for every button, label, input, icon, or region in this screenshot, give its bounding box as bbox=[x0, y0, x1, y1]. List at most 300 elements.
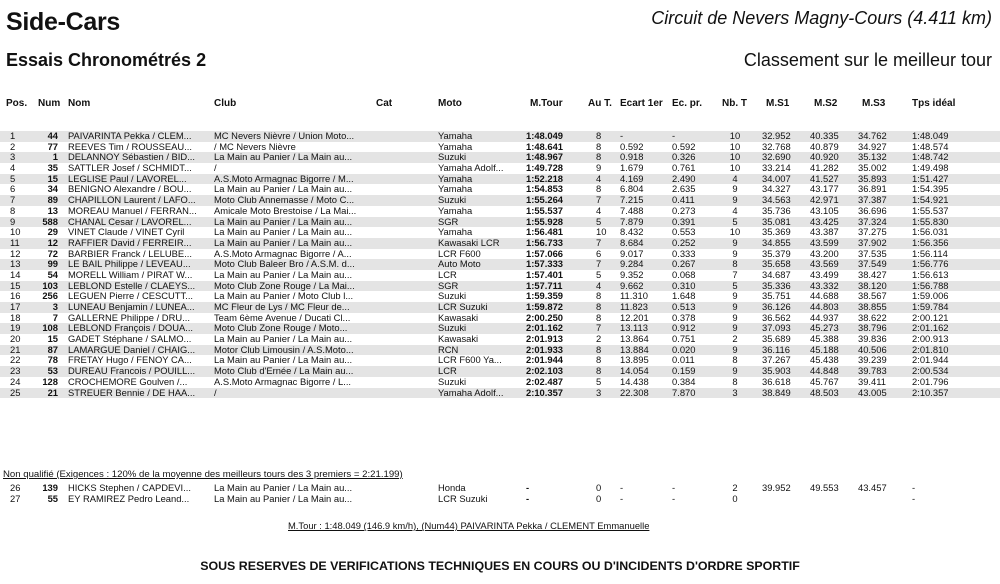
cell-ms2: 44.803 bbox=[810, 302, 839, 312]
cell-aut: 8 bbox=[596, 312, 602, 323]
col-mtour: M.Tour bbox=[530, 98, 563, 109]
cell-ideal: 1:56.031 bbox=[912, 227, 949, 238]
cell-ideal: 1:56.114 bbox=[912, 248, 948, 259]
cell-ecpr: 0.011 bbox=[672, 355, 695, 366]
cell-ecart: 13.884 bbox=[620, 344, 649, 355]
cell-club: A.S.Moto Armagnac Bigorre / L... bbox=[214, 376, 352, 387]
cell-ideal: 2:01.944 bbox=[912, 355, 949, 366]
cell-nbt: 9 bbox=[732, 195, 738, 206]
page-title: Side-Cars bbox=[6, 8, 121, 36]
cell-ms1: 35.658 bbox=[762, 259, 791, 270]
cell-ideal: 2:01.796 bbox=[912, 376, 949, 387]
col-num: Num bbox=[38, 98, 61, 109]
cell-club: La Main au Panier / La Main au... bbox=[214, 483, 353, 493]
cell-nom: STREUER Bennie / DE HAA... bbox=[68, 387, 196, 398]
cell-club: / bbox=[214, 163, 217, 174]
cell-ms3: 39.239 bbox=[858, 355, 887, 366]
cell-nom: BARBIER Franck / LELUBE... bbox=[68, 248, 192, 259]
cell-ms2: 41.282 bbox=[810, 163, 839, 174]
col-ecart: Ecart 1er bbox=[620, 98, 663, 109]
cell-num: 7 bbox=[52, 312, 58, 323]
cell-moto: Suzuki bbox=[438, 291, 467, 302]
cell-num: 15 bbox=[47, 173, 58, 184]
cell-ms2: 40.335 bbox=[810, 131, 839, 141]
col-aut: Au T. bbox=[588, 98, 612, 109]
cell-nbt: 9 bbox=[732, 323, 738, 334]
cell-ecpr: 0.310 bbox=[672, 280, 696, 291]
cell-ms1: 35.379 bbox=[762, 248, 791, 259]
cell-aut: 7 bbox=[596, 259, 602, 270]
cell-aut: 5 bbox=[596, 376, 602, 387]
cell-nbt: 2 bbox=[732, 483, 738, 493]
cell-pos: 1 bbox=[10, 131, 16, 141]
cell-ms3: 38.120 bbox=[858, 280, 887, 291]
cell-ms2: 42.971 bbox=[810, 195, 839, 206]
cell-mtour: 2:01.944 bbox=[526, 355, 564, 366]
cell-num: 21 bbox=[47, 387, 58, 398]
cell-num: 77 bbox=[47, 141, 58, 152]
cell-ideal: 1:55.830 bbox=[912, 216, 949, 227]
cell-ecpr: 0.553 bbox=[672, 227, 696, 238]
cell-nom: LEBLOND François / DOUA... bbox=[68, 323, 194, 334]
cell-moto: Suzuki bbox=[438, 152, 467, 163]
cell-aut: 8 bbox=[596, 302, 602, 312]
cell-pos: 6 bbox=[10, 184, 16, 195]
cell-nom: CHANAL Cesar / LAVOREL... bbox=[68, 216, 192, 227]
cell-pos: 16 bbox=[10, 291, 21, 302]
cell-ms1: 34.563 bbox=[762, 195, 791, 206]
cell-ms2: 43.599 bbox=[810, 237, 839, 248]
cell-club: A.S.Moto Armagnac Bigorre / A... bbox=[214, 248, 352, 259]
col-ecpr: Ec. pr. bbox=[672, 98, 703, 109]
cell-num: 53 bbox=[47, 366, 58, 377]
cell-ecart: 9.352 bbox=[620, 269, 644, 280]
cell-ms1: 35.369 bbox=[762, 227, 791, 238]
cell-ms2: 44.937 bbox=[810, 312, 839, 323]
cell-nbt: 8 bbox=[732, 376, 738, 387]
cell-ecart: 13.864 bbox=[620, 334, 649, 345]
cell-club: Motor Club Limousin / A.S.Moto... bbox=[214, 344, 354, 355]
cell-ecart: 6.804 bbox=[620, 184, 644, 195]
cell-nbt: 4 bbox=[732, 173, 738, 184]
cell-nbt: 9 bbox=[732, 248, 738, 259]
col-ms3: M.S3 bbox=[862, 98, 886, 109]
non-qualifie-label: Non qualifié (Exigences : 120% de la moyenne des meilleurs tours des 3 premiers = 2:21.199) bbox=[3, 469, 403, 480]
cell-pos: 9 bbox=[10, 216, 16, 227]
col-nom: Nom bbox=[68, 98, 91, 109]
cell-ideal: 1:48.574 bbox=[912, 141, 949, 152]
cell-mtour: 1:57.711 bbox=[526, 280, 563, 291]
cell-ecart: 1.679 bbox=[620, 163, 644, 174]
cell-ms3: 36.696 bbox=[858, 205, 887, 216]
cell-nom: LEGLISE Paul / LAVOREL... bbox=[68, 173, 187, 184]
cell-num: 15 bbox=[47, 334, 58, 345]
cell-ms1: 35.751 bbox=[762, 291, 791, 302]
cell-pos: 5 bbox=[10, 173, 16, 184]
cell-ms2: 41.527 bbox=[810, 173, 839, 184]
cell-nom: LEBLOND Estelle / CLAEYS... bbox=[68, 280, 196, 291]
cell-ms3: 38.427 bbox=[858, 269, 887, 280]
table-row bbox=[0, 366, 1000, 377]
cell-mtour: 2:01.162 bbox=[526, 323, 564, 334]
cell-aut: 6 bbox=[596, 248, 602, 259]
col-nbt: Nb. T bbox=[722, 98, 747, 109]
cell-nom: GADET Stéphane / SALMO... bbox=[68, 334, 192, 345]
cell-ms2: 45.767 bbox=[810, 376, 839, 387]
cell-ms1: 32.690 bbox=[762, 152, 791, 163]
cell-moto: Yamaha bbox=[438, 141, 473, 152]
cell-mtour: 1:55.537 bbox=[526, 205, 564, 216]
cell-moto: Auto Moto bbox=[438, 259, 481, 270]
cell-aut: 8 bbox=[596, 355, 602, 366]
cell-nbt: 9 bbox=[732, 184, 738, 195]
table-row bbox=[0, 334, 1000, 345]
cell-num: 99 bbox=[47, 259, 58, 270]
cell-ecpr: 0.068 bbox=[672, 269, 696, 280]
col-ms2: M.S2 bbox=[814, 98, 838, 109]
cell-mtour: 2:10.357 bbox=[526, 387, 564, 398]
cell-club: Amicale Moto Brestoise / La Mai... bbox=[214, 205, 357, 216]
cell-mtour: 1:48.049 bbox=[526, 131, 564, 141]
cell-nbt: 7 bbox=[732, 269, 738, 280]
cell-ms3: 35.132 bbox=[858, 152, 887, 163]
table-row bbox=[0, 388, 1000, 399]
cell-club: La Main au Panier / La Main au... bbox=[214, 216, 353, 227]
cell-pos: 13 bbox=[10, 259, 21, 270]
cell-nbt: 2 bbox=[732, 334, 738, 345]
table-row bbox=[0, 291, 1000, 302]
cell-ms1: 35.081 bbox=[762, 216, 791, 227]
cell-ms3: 34.762 bbox=[858, 131, 887, 141]
cell-aut: 7 bbox=[596, 195, 602, 206]
circuit-name: Circuit de Nevers Magny-Cours (4.411 km) bbox=[651, 8, 992, 28]
cell-nbt: 9 bbox=[732, 302, 738, 312]
cell-nom: PAIVARINTA Pekka / CLEM... bbox=[68, 131, 192, 141]
cell-pos: 24 bbox=[10, 376, 21, 387]
cell-ideal: 1:54.921 bbox=[912, 195, 949, 206]
cell-ideal: 2:10.357 bbox=[912, 387, 949, 398]
results-table bbox=[0, 131, 1000, 398]
cell-club: La Main au Panier / Moto Club l... bbox=[214, 291, 354, 302]
cell-pos: 8 bbox=[10, 205, 16, 216]
cell-ms2: 45.188 bbox=[810, 344, 839, 355]
cell-club: Moto Club Zone Rouge / Moto... bbox=[214, 323, 348, 334]
cell-nom: MORELL William / PIRAT W... bbox=[68, 269, 193, 280]
cell-aut: 8 bbox=[596, 131, 602, 141]
cell-mtour: 1:57.401 bbox=[526, 269, 564, 280]
cell-nbt: 10 bbox=[729, 227, 741, 238]
cell-pos: 23 bbox=[10, 366, 21, 377]
cell-ideal: 1:56.613 bbox=[912, 269, 949, 280]
cell-ms1: 39.952 bbox=[762, 483, 791, 493]
cell-num: 108 bbox=[42, 323, 58, 334]
cell-pos: 7 bbox=[10, 195, 16, 206]
cell-aut: 3 bbox=[596, 387, 602, 398]
cell-ecpr: 0.391 bbox=[672, 216, 696, 227]
cell-mtour: 1:56.481 bbox=[526, 227, 564, 238]
table-row bbox=[0, 238, 1000, 249]
cell-ecart: - bbox=[620, 131, 624, 141]
cell-nom: LE BAIL Philippe / LEVEAU... bbox=[68, 259, 191, 270]
cell-ms1: 36.618 bbox=[762, 376, 791, 387]
cell-ecart: 13.895 bbox=[620, 355, 649, 366]
cell-mtour: 2:01.933 bbox=[526, 344, 564, 355]
cell-nbt: 5 bbox=[732, 216, 738, 227]
cell-ms3: 39.783 bbox=[858, 366, 887, 377]
cell-ideal: 2:01.810 bbox=[912, 344, 949, 355]
cell-ideal: - bbox=[912, 483, 916, 493]
cell-pos: 19 bbox=[10, 323, 21, 334]
table-row bbox=[0, 184, 1000, 195]
cell-aut: 8 bbox=[596, 291, 602, 302]
cell-aut: 0 bbox=[596, 493, 602, 504]
cell-moto: LCR Suzuki bbox=[438, 493, 488, 504]
cell-moto: RCN bbox=[438, 344, 459, 355]
cell-ecpr: 0.912 bbox=[672, 323, 696, 334]
cell-nbt: 10 bbox=[729, 131, 741, 141]
cell-club: A.S.Moto Armagnac Bigorre / M... bbox=[214, 173, 354, 184]
cell-ms2: 45.273 bbox=[810, 323, 839, 334]
col-ideal: Tps idéal bbox=[912, 98, 956, 109]
cell-nom: FRETAY Hugo / FENOY CA... bbox=[68, 355, 192, 366]
cell-ms2: 43.105 bbox=[810, 205, 839, 216]
cell-club: La Main au Panier / La Main au... bbox=[214, 227, 353, 238]
cell-nbt: 9 bbox=[732, 291, 738, 302]
cell-ideal: 1:48.049 bbox=[912, 131, 949, 141]
cell-ecpr: 0.751 bbox=[672, 334, 696, 345]
cell-aut: 8 bbox=[596, 152, 602, 163]
cell-pos: 15 bbox=[10, 280, 21, 291]
cell-pos: 2 bbox=[10, 141, 16, 152]
cell-nbt: 10 bbox=[729, 141, 741, 152]
cell-nbt: 3 bbox=[732, 387, 738, 398]
table-row bbox=[0, 302, 1000, 313]
cell-ecpr: 0.273 bbox=[672, 205, 696, 216]
cell-mtour: 2:02.103 bbox=[526, 366, 564, 377]
cell-nom: LUNEAU Benjamin / LUNEA... bbox=[68, 302, 195, 312]
cell-ecart: 0.592 bbox=[620, 141, 644, 152]
cell-ms3: 43.457 bbox=[858, 483, 887, 493]
session-subtitle: Essais Chronométrés 2 bbox=[6, 50, 207, 70]
cell-pos: 18 bbox=[10, 312, 21, 323]
cell-num: 44 bbox=[47, 131, 58, 141]
cell-ideal: 2:00.534 bbox=[912, 366, 949, 377]
cell-ms3: 43.005 bbox=[858, 387, 887, 398]
cell-ecart: 9.017 bbox=[620, 248, 644, 259]
cell-ideal: 1:59.784 bbox=[912, 302, 949, 312]
cell-mtour: 1:57.066 bbox=[526, 248, 564, 259]
cell-num: 3 bbox=[52, 302, 58, 312]
cell-moto: Suzuki bbox=[438, 195, 467, 206]
cell-ms3: 38.796 bbox=[858, 323, 887, 334]
cell-aut: 4 bbox=[596, 280, 602, 291]
cell-nbt: 4 bbox=[732, 205, 738, 216]
cell-ms3: 38.567 bbox=[858, 291, 887, 302]
cell-mtour: 1:49.728 bbox=[526, 163, 564, 174]
cell-ms2: 40.879 bbox=[810, 141, 839, 152]
cell-club: La Main au Panier / La Main au... bbox=[214, 237, 353, 248]
cell-moto: Honda bbox=[438, 483, 466, 493]
cell-ms1: 36.116 bbox=[762, 344, 790, 355]
cell-nom: LAMARGUE Daniel / CHAIG... bbox=[68, 344, 196, 355]
cell-pos: 10 bbox=[10, 227, 21, 238]
cell-ecpr: 0.159 bbox=[672, 366, 696, 377]
table-row bbox=[0, 323, 1000, 334]
cell-club: La Main au Panier / La Main au... bbox=[214, 152, 353, 163]
cell-moto: Kawasaki bbox=[438, 312, 479, 323]
cell-num: 34 bbox=[47, 184, 58, 195]
cell-pos: 12 bbox=[10, 248, 21, 259]
cell-club: La Main au Panier / La Main au... bbox=[214, 355, 353, 366]
cell-ecpr: 0.592 bbox=[672, 141, 696, 152]
cell-moto: Suzuki bbox=[438, 376, 467, 387]
cell-aut: 4 bbox=[596, 205, 602, 216]
cell-num: 139 bbox=[42, 483, 58, 493]
cell-ideal: 1:59.006 bbox=[912, 291, 949, 302]
cell-ideal: 2:00.121 bbox=[912, 312, 949, 323]
cell-mtour: 2:00.250 bbox=[526, 312, 564, 323]
cell-club: La Main au Panier / La Main au... bbox=[214, 493, 353, 504]
cell-ms2: 40.920 bbox=[810, 152, 839, 163]
cell-nom: GALLERNE Philippe / DRU... bbox=[68, 312, 190, 323]
table-row bbox=[0, 227, 1000, 238]
cell-moto: Yamaha Adolf... bbox=[438, 387, 504, 398]
cell-ideal: 1:51.427 bbox=[912, 173, 949, 184]
cell-mtour: 1:55.928 bbox=[526, 216, 564, 227]
cell-nbt: 0 bbox=[732, 493, 738, 504]
cell-ms1: 36.126 bbox=[762, 302, 791, 312]
best-lap-summary: M.Tour : 1:48.049 (146.9 km/h), (Num44) PAIVARINTA Pekka / CLEMENT Emmanuelle bbox=[288, 520, 650, 531]
cell-ms1: 38.849 bbox=[762, 387, 791, 398]
cell-ecpr: 0.020 bbox=[672, 344, 696, 355]
cell-nom: VINET Claude / VINET Cyril bbox=[68, 227, 185, 238]
cell-ecart: 14.438 bbox=[620, 376, 649, 387]
cell-ideal: - bbox=[912, 493, 916, 504]
cell-pos: 25 bbox=[10, 387, 21, 398]
cell-ms1: 35.736 bbox=[762, 205, 791, 216]
table-row bbox=[0, 131, 1000, 142]
table-row bbox=[0, 195, 1000, 206]
cell-nom: CHAPILLON Laurent / LAFO... bbox=[68, 195, 196, 206]
classement-label: Classement sur le meilleur tour bbox=[743, 50, 992, 70]
cell-num: 588 bbox=[42, 216, 58, 227]
cell-ecart: 9.662 bbox=[620, 280, 644, 291]
cell-ecpr: 7.870 bbox=[672, 387, 696, 398]
cell-ms1: 35.689 bbox=[762, 334, 791, 345]
cell-ms1: 33.214 bbox=[762, 163, 791, 174]
cell-num: 35 bbox=[47, 163, 58, 174]
cell-ms2: 44.688 bbox=[810, 291, 839, 302]
cell-ecart: 8.684 bbox=[620, 237, 644, 248]
cell-ecpr: 0.411 bbox=[672, 195, 695, 206]
cell-ms3: 35.893 bbox=[858, 173, 887, 184]
cell-moto: Yamaha bbox=[438, 173, 473, 184]
table-row bbox=[0, 174, 1000, 185]
cell-ecpr: 0.761 bbox=[672, 163, 696, 174]
cell-ideal: 2:01.162 bbox=[912, 323, 949, 334]
cell-nom: LEGUEN Pierre / CESCUTT... bbox=[68, 291, 194, 302]
cell-ms3: 37.535 bbox=[858, 248, 887, 259]
cell-ecpr: - bbox=[672, 131, 676, 141]
cell-ms2: 45.388 bbox=[810, 334, 839, 345]
col-pos: Pos. bbox=[6, 98, 28, 109]
cell-club: La Main au Panier / La Main au... bbox=[214, 334, 353, 345]
cell-ms1: 32.952 bbox=[762, 131, 791, 141]
cell-aut: 7 bbox=[596, 323, 602, 334]
cell-pos: 11 bbox=[10, 237, 20, 248]
cell-club: MC Nevers Nièvre / Union Moto... bbox=[214, 131, 355, 141]
cell-nbt: 8 bbox=[732, 259, 738, 270]
cell-club: Moto Club d'Ernée / La Main au... bbox=[214, 366, 354, 377]
cell-ms1: 37.267 bbox=[762, 355, 791, 366]
cell-ms3: 39.836 bbox=[858, 334, 887, 345]
cell-pos: 17 bbox=[10, 302, 21, 312]
cell-mtour: 1:48.641 bbox=[526, 141, 564, 152]
cell-mtour: 1:55.264 bbox=[526, 195, 564, 206]
cell-ideal: 1:55.537 bbox=[912, 205, 949, 216]
cell-ms1: 34.327 bbox=[762, 184, 791, 195]
cell-ms3: 37.275 bbox=[858, 227, 887, 238]
cell-moto: LCR Suzuki bbox=[438, 302, 488, 312]
cell-ecart: - bbox=[620, 493, 624, 504]
cell-aut: 2 bbox=[596, 334, 602, 345]
cell-mtour: 1:52.218 bbox=[526, 173, 564, 184]
col-club: Club bbox=[214, 98, 237, 109]
non-qualifie-table bbox=[0, 483, 1000, 504]
cell-mtour: 2:01.913 bbox=[526, 334, 564, 345]
cell-num: 128 bbox=[42, 376, 58, 387]
cell-pos: 26 bbox=[10, 483, 21, 493]
cell-club: Moto Club Annemasse / Moto C... bbox=[214, 195, 355, 206]
reserves-notice: SOUS RESERVES DE VERIFICATIONS TECHNIQUES EN COURS OU D'INCIDENTS D'ORDRE SPORTIF bbox=[200, 559, 800, 573]
cell-ms2: 43.387 bbox=[810, 227, 839, 238]
cell-pos: 27 bbox=[10, 493, 21, 504]
cell-ecart: 13.113 bbox=[620, 323, 648, 334]
cell-aut: 9 bbox=[596, 163, 602, 174]
cell-pos: 3 bbox=[10, 152, 16, 163]
cell-aut: 4 bbox=[596, 173, 602, 184]
cell-moto: Suzuki bbox=[438, 323, 467, 334]
cell-nom: REEVES Tim / ROUSSEAU... bbox=[68, 141, 192, 152]
cell-nom: EY RAMIREZ Pedro Leand... bbox=[68, 493, 190, 504]
cell-nom: RAFFIER David / FERREIR... bbox=[68, 237, 192, 248]
cell-num: 13 bbox=[47, 205, 58, 216]
cell-ecpr: 2.635 bbox=[672, 184, 696, 195]
cell-num: 1 bbox=[52, 152, 58, 163]
cell-pos: 14 bbox=[10, 269, 21, 280]
table-row bbox=[0, 270, 1000, 281]
cell-moto: Yamaha bbox=[438, 227, 473, 238]
cell-ecart: 4.169 bbox=[620, 173, 644, 184]
cell-moto: Kawasaki bbox=[438, 334, 479, 345]
cell-ecpr: 2.490 bbox=[672, 173, 696, 184]
cell-num: 55 bbox=[47, 493, 58, 504]
cell-club: / bbox=[214, 387, 217, 398]
cell-mtour: 1:59.872 bbox=[526, 302, 564, 312]
cell-ms2: 43.425 bbox=[810, 216, 839, 227]
cell-mtour: 1:59.359 bbox=[526, 291, 564, 302]
cell-aut: 7 bbox=[596, 237, 602, 248]
cell-ecart: 7.488 bbox=[620, 205, 644, 216]
cell-nom: BENIGNO Alexandre / BOU... bbox=[68, 184, 192, 195]
table-row bbox=[0, 217, 1000, 228]
cell-num: 103 bbox=[42, 280, 58, 291]
cell-num: 29 bbox=[47, 227, 58, 238]
cell-ms3: 37.324 bbox=[858, 216, 887, 227]
cell-club: La Main au Panier / La Main au... bbox=[214, 269, 353, 280]
cell-club: Moto Club Zone Rouge / La Mai... bbox=[214, 280, 355, 291]
cell-ms3: 39.411 bbox=[858, 376, 886, 387]
